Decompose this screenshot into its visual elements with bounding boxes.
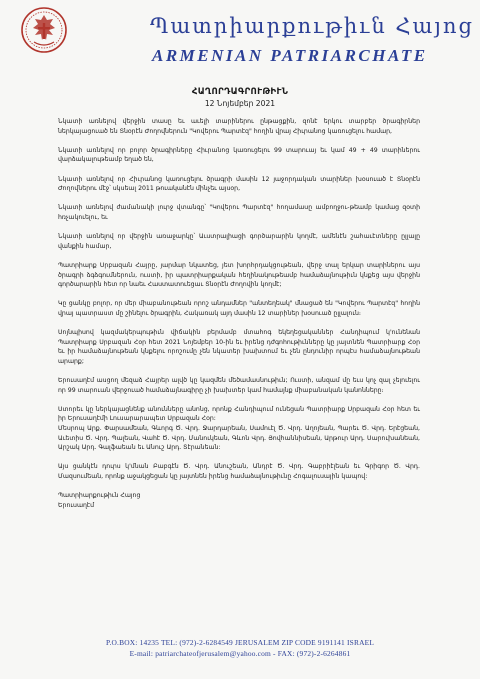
signature-line: Պատրիարքութիւն Հայոց (58, 492, 141, 500)
letterhead-footer (0, 638, 480, 659)
paragraph: Այս ցանկէն դուրս կ'մնան Բաբգէն Ծ. Վրդ. Անուշեան, Անդրէ Ծ. Վրդ. Գաբրիէլեան եւ Գրիգոր Ծ. Վրդ. Մազսումեան, որոնք աջակցեցան կը յայտնեն իրենց համաձայնութիւնը Հոգալուսային կապով: (58, 463, 420, 480)
paragraph: Պատրիարք Սրբազան Հայրը, յարմար նկատեց, յետ խորհրդակցութեան, վերջ տալ երկար տարիներու այս ծրագրի ձգձգումներուն, ուստի, իր պատրիարքական հեղինակութեամբ համաձայնութիւն կնքեց այս վերջին գործարարին հետ որ նաեւ Հաստատուեցաւ Տնօրէն Ժողովին կողմէ; (58, 261, 420, 289)
paragraph: Սոյնպիսով կազմակերպութիւն վիճակին բերմամբ մտահոգ եկեղեցականներ Հանդիպում կ'ունենան Պատրիարք Սրբազան Հօր հետ 2021 Նոյեմբեր 10-ին եւ իրենց դժգոհութիւնները կը յայտնեն Պատրիարք Հօր եւ իր համաձայնութեան կնքելու որոշումը չեն նկատեր խախտում եւ չեն ընդունիր որպէս համաձայնութեան արարք; (58, 329, 420, 365)
paragraph: Նկատի առնելով որ վերջին առաջարկը՝ Աւստրալիացի գործարարին կողմէ, ամենէն շահաւէտները ըլլալը վանքին համար, (58, 233, 420, 250)
signature-place: Երուսաղէմ (58, 501, 95, 509)
document-date: 12 Նոյեմբեր 2021 (204, 99, 276, 108)
paragraph: Կը ցանկը բոլոր, որ մեր միաբանութեան որոշ անդամներ "անտեղեակ" մնացած են "Կովերու Պարտէզ" հողին վրայ պատրաստ մը շինելու ծրագրին, Հակառակ այդ մասին 12 տարիներ խօսուած ըլլալուն։ (58, 300, 420, 317)
footer-address-line: P.O.BOX: 14235 TEL: (972)-2-6284549 JERUSALEM ZIP CODE 9191141 ISRAEL (105, 638, 375, 647)
letterhead-english-title: ARMENIAN PATRIARCHATE (152, 46, 428, 65)
footer-contact-line: E-mail: patriarchateofjerusalem@yahoo.com - FAX: (972)-2-6264861 (129, 648, 351, 658)
paragraph: Երուսաղէմ ասցող մեզաձ Հայրեր ալվծ կը կազմեն մեծամասնութիւն; Ուստի, անզամ մը եւս կոչ զալ չելուելու որ 99 տարուան վերջուած համաձայնագիրը չի խախտեր կամ համայնք միաբանական կանոնները։ (58, 377, 420, 394)
paragraph: Նկատի առնելով որ բոլոր ծրագիրները Հիւրանոց կառուցելու 99 տարուայ եւ կամ 49 + 49 տարիներու վարձակալութեամբ եղած են, (58, 146, 420, 164)
paragraph: Նկատի առնելով որ Հիւրանոց կառուցելու ծրագրի մասին 12 յաջորդական տարիներ խօսուած է Տնօրէն Ժողովներու մէջ՝ սկսեալ 2011 թուականէն մինչեւ այսօր, (58, 175, 420, 193)
paragraph: Ստորեւ կը ներկայացնենք անունները անոնց, որոնք Հանդիպում ունեցան Պատրիարք Սրբազան Հօր հետ եւ իր Երուսաղէմի Լուսարարապետ Սրբազան Հօր: (58, 405, 420, 423)
patriarchate-seal-icon (20, 6, 68, 54)
letterhead-armenian-title: Պատրիարքութիւն Հայոց (150, 14, 474, 38)
paragraph: Նկատի առնելով վերջին տասը եւ աւելի տարիներու ընթացքին, զոնէ երկու տարբեր ծրագիրներ ներկայացուած են Տնօրէն Ժողովներուն "Կովերու Պարտէզ" հողին վրայ Հիւրանոց կառուցելու համար, (58, 118, 420, 135)
document-body (58, 117, 420, 510)
paragraph: Նկատի առնելով ժամանակի լուրջ վտանգը՝ "Կովերու Պարտէզ" հողամասը ամբողջու-թեամբ կամաց զօտի հռչակուելու, եւ (58, 204, 420, 221)
paragraph: Մեսրոպ Արք. Փարսամեան, Գևորգ Ծ. Վրդ. Ջարդարեան, Սամուէլ Ծ. Վրդ. Աղոյեան, Պարեւ Ծ. Վրդ. Երէցեան, Աւետիս Ծ. Վրդ. Պալեան, Վահէ Ծ. Վրդ. Մանուկեան, Գևոն Վրդ. Յովհաննիսեան, Արթուր Արդ. Սարուխանեան, Արշակ Արդ. Գալֆաեան եւ Անուշ Արդ. Տէրանեան: (58, 425, 420, 452)
document-heading: ՀԱՂՈՐԴԱԳՐՈՒԹԻՒՆ (191, 87, 289, 97)
